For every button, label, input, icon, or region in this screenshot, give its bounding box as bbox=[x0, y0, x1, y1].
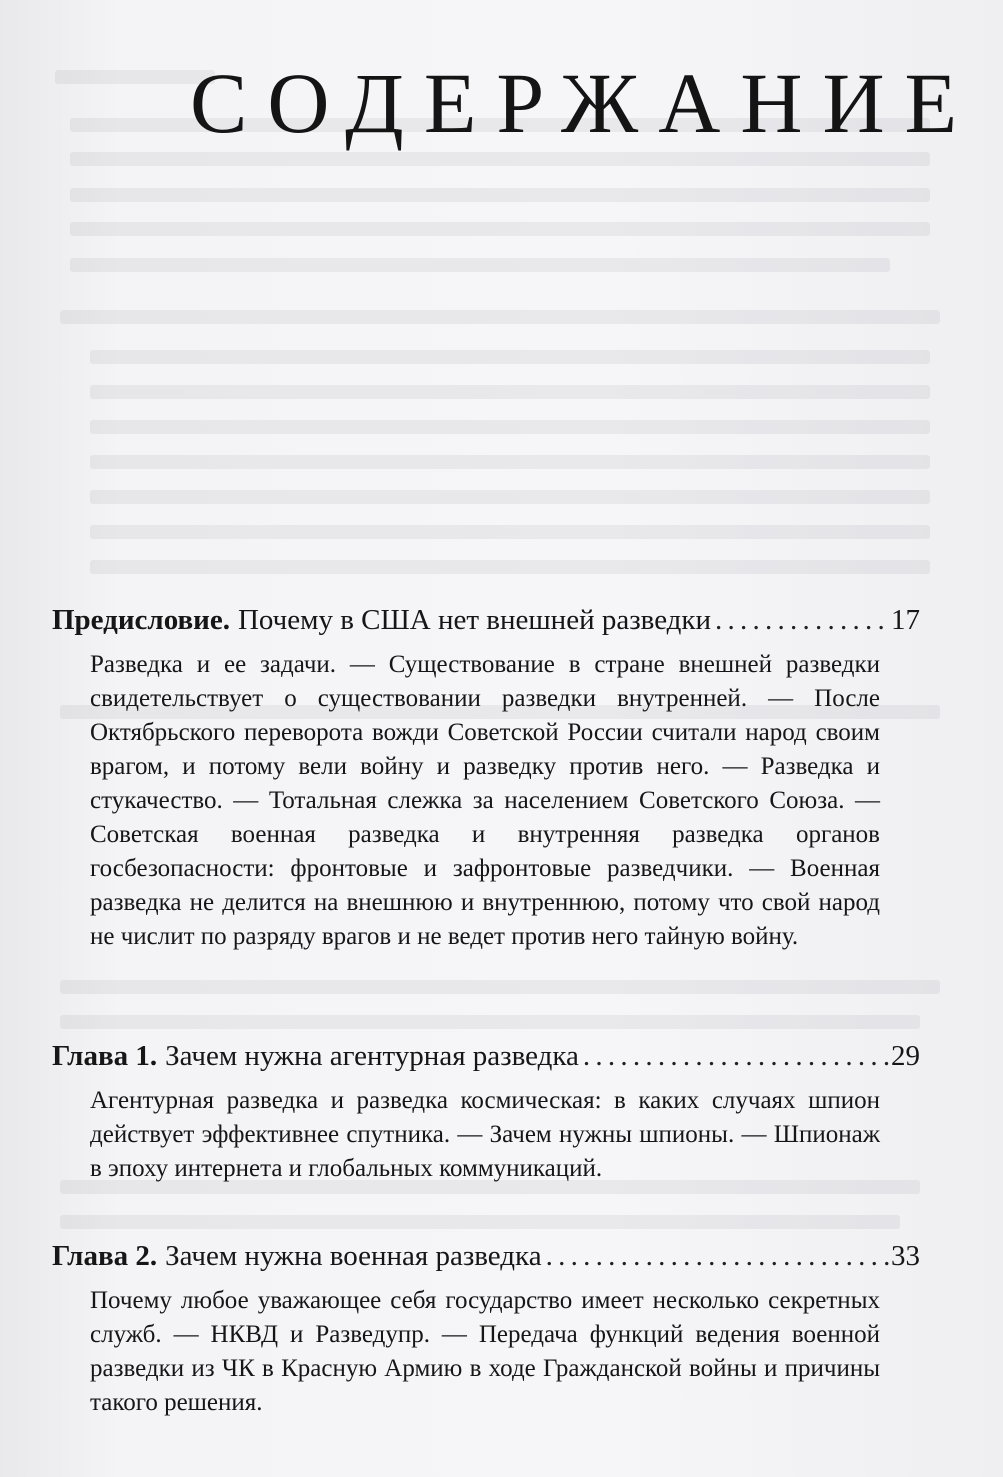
toc-entry-chapter-1[interactable] bbox=[52, 1036, 920, 1186]
toc-entry-chapter-2[interactable] bbox=[52, 1236, 920, 1420]
entry-description-text: Почему любое уважающее себя государство имеет несколько секретных служб. — НКВД и Разведупр. — Передача функций ведения военной разведки из ЧК в Красную Армию в ходе Гражданской войны и причины такого решения. bbox=[90, 1287, 880, 1416]
toc-entry-heading[interactable] bbox=[52, 1036, 920, 1076]
toc-entry-heading[interactable] bbox=[52, 600, 920, 640]
toc-entry-preface[interactable] bbox=[52, 600, 920, 954]
entry-title: Зачем нужна военная разведка bbox=[165, 1240, 542, 1272]
page-title: СОДЕРЖАНИЕ bbox=[190, 55, 978, 151]
toc-entry-heading[interactable] bbox=[52, 1236, 920, 1276]
entry-title: Зачем нужна агентурная разведка bbox=[165, 1040, 579, 1072]
page-number: 17 bbox=[891, 604, 920, 636]
entry-label: Предисловие. bbox=[52, 604, 230, 636]
page-number: 29 bbox=[891, 1040, 920, 1072]
entry-description-text: Разведка и ее задачи. — Существование в стране внешней разведки свидетельствует о существовании разведки внутренней. — После Октябрьского переворота вожди Советской России считали народ своим врагом, и потому вели войну и разведку против него. — Разведка и стукачество. — Тотальная слежка за населением Советского Союза. — Советская военная разведка и внутренняя разведка органов госбезопасности: фронтовые и зафронтовые разведчики. — Военная разведка не делится на внешнюю и внутреннюю, потому что свой народ не числит по разряду врагов и не ведет против него тайную войну. bbox=[90, 651, 880, 950]
entry-description bbox=[90, 648, 880, 954]
entry-description-text: Агентурная разведка и разведка космическая: в каких случаях шпион действует эффективнее спутника. — Зачем нужны шпионы. — Шпионаж в эпоху интернета и глобальных коммуникаций. bbox=[90, 1087, 880, 1182]
entry-label: Глава 2. bbox=[52, 1240, 158, 1272]
entry-description bbox=[90, 1084, 880, 1186]
entry-label: Глава 1. bbox=[52, 1040, 158, 1072]
leader-dots bbox=[542, 1236, 891, 1276]
leader-dots bbox=[711, 600, 891, 640]
entry-title: Почему в США нет внешней разведки bbox=[237, 604, 712, 636]
entry-description bbox=[90, 1284, 880, 1420]
leader-dots bbox=[579, 1036, 891, 1076]
page-number: 33 bbox=[891, 1240, 920, 1272]
